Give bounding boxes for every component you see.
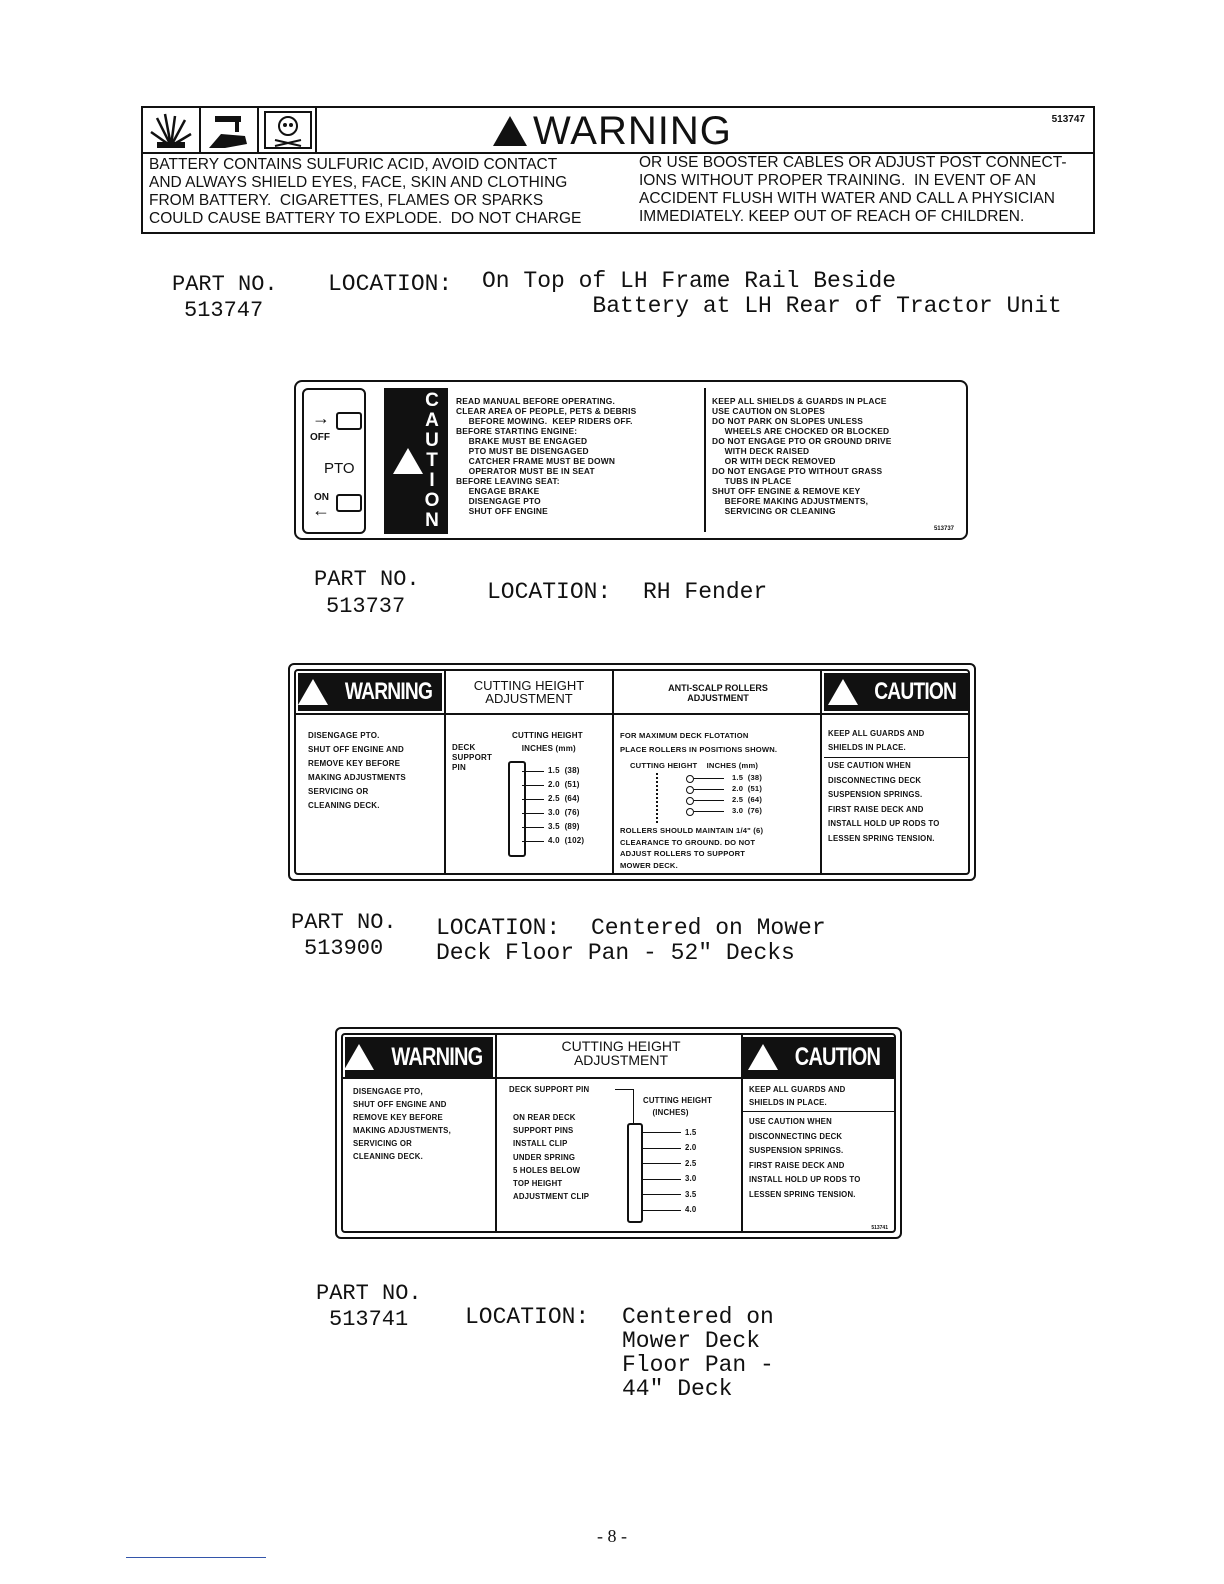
caution-text-springs: USE CAUTION WHEN DISCONNECTING DECK SUSPENSION SPRINGS. FIRST RAISE DECK AND INSTALL HOLD UP RODS TO LESSEN SPRING TENSION. (828, 761, 940, 843)
part-number: 513737 (326, 594, 406, 619)
decal-part-code: 513747 (1051, 114, 1085, 125)
hand-acid-icon (201, 108, 259, 152)
location-label: LOCATION: (436, 915, 561, 941)
warning-heading: WARNING (493, 110, 732, 152)
deck-support-pin-label: DECK SUPPORT PIN (452, 743, 493, 772)
decal-part-code: 513737 (933, 526, 954, 532)
part-number: 513741 (329, 1307, 409, 1332)
rollers-clearance-note: ROLLERS SHOULD MAINTAIN 1/4" (6) CLEARANCE TO GROUND. DO NOT ADJUST ROLLERS TO SUPPORT MOWER DECK. (620, 826, 764, 870)
location-text: On Top of LH Frame Rail Beside Battery at LH Rear of Tractor Unit (482, 268, 1062, 319)
pto-caution-decal (294, 380, 968, 540)
location-label: LOCATION: (465, 1304, 590, 1330)
caution-text-guards: KEEP ALL GUARDS AND SHIELDS IN PLACE. (828, 729, 925, 752)
cutting-height-title: CUTTING HEIGHT ADJUSTMENT (561, 1038, 681, 1068)
switch-icon (336, 494, 362, 512)
location-text: RH Fender (643, 579, 768, 605)
caution-black-panel (384, 388, 448, 534)
rollers-title: ANTI-SCALP ROLLERS ADJUSTMENT (668, 683, 768, 703)
battery-text-left: BATTERY CONTAINS SULFURIC ACID, AVOID CONTACT AND ALWAYS SHIELD EYES, FACE, SKIN AND CLOTHING FROM BATTERY. CIGARETTES, FLAMES OR SPARKS COULD CAUSE BATTERY TO EXPLODE. DO NOT CHARGE (149, 156, 582, 227)
part-number: 513900 (304, 936, 384, 961)
battery-warning-decal (141, 106, 1095, 234)
switch-icon (336, 412, 362, 430)
location-label: LOCATION: (328, 271, 453, 297)
page-number: - 8 - (597, 1526, 627, 1546)
cutting-height-header: CUTTING HEIGHT INCHES (mm) (512, 731, 583, 753)
warning-text: DISENGAGE PTO. SHUT OFF ENGINE AND REMOVE KEY BEFORE MAKING ADJUSTMENTS SERVICING OR CLEANING DECK. (308, 731, 406, 810)
part-no-label: PART NO. (314, 567, 420, 592)
cutting-height-rows: 1.5 2.0 2.5 3.0 3.5 4.0 (641, 1125, 696, 1218)
warning-triangle-icon (344, 1044, 374, 1070)
install-clip-instructions: ON REAR DECK SUPPORT PINS INSTALL CLIP UNDER SPRING 5 HOLES BELOW TOP HEIGHT ADJUSTMENT CLIP (513, 1113, 590, 1202)
rollers-rows: 1.5 (38) 2.0 (51) 2.5 (64) 3.0 (76) (686, 773, 762, 817)
warning-triangle-icon (828, 679, 858, 705)
hazard-icons (143, 108, 317, 154)
caution-banner: CAUTION (743, 1037, 896, 1077)
part-no-label: PART NO. (172, 272, 278, 297)
caution-text-right: KEEP ALL SHIELDS & GUARDS IN PLACE USE CAUTION ON SLOPES DO NOT PARK ON SLOPES UNLESS WHEELS ARE CHOCKED OR BLOCKED DO NOT ENGAGE PTO OR GROUND DRIVE WITH DECK RAISED OR WITH DECK REMOVED DO NOT ENGAGE PTO WITHOUT GRASS TUBS IN PLACE SHUT OFF ENGINE & REMOVE KEY BEFORE MAKING ADJUSTMENTS, SERVICING OR CLEANING (712, 396, 892, 516)
rollers-diagram (656, 773, 660, 823)
warning-triangle-icon (393, 448, 423, 474)
caution-text-guards: KEEP ALL GUARDS AND SHIELDS IN PLACE. (749, 1085, 846, 1107)
location-label: LOCATION: (487, 579, 612, 605)
warning-triangle-icon (298, 679, 328, 705)
warning-banner: WARNING (298, 673, 442, 711)
warning-triangle-icon (748, 1044, 778, 1070)
deck-support-pin-label: DECK SUPPORT PIN (509, 1085, 590, 1094)
on-arrow-icon: ← (312, 500, 330, 520)
off-arrow-icon: → (312, 408, 330, 428)
caution-text-springs: USE CAUTION WHEN DISCONNECTING DECK SUSPENSION SPRINGS. FIRST RAISE DECK AND INSTALL HOLD UP RODS TO LESSEN SPRING TENSION. (749, 1117, 861, 1199)
decal-part-code: 513741 (871, 1225, 888, 1231)
cutting-height-header: CUTTING HEIGHT (INCHES) (643, 1096, 713, 1117)
warning-text: DISENGAGE PTO, SHUT OFF ENGINE AND REMOVE KEY BEFORE MAKING ADJUSTMENTS, SERVICING OR CLEANING DECK. (353, 1087, 451, 1161)
warning-banner: WARNING (345, 1037, 493, 1077)
part-no-label: PART NO. (291, 910, 397, 935)
warning-triangle-icon (493, 116, 527, 146)
cutting-height-rows: 1.5 (38) 2.0 (51) 2.5 (64) 3.0 (76) 3.5 (89) 4.0 (102) (522, 764, 584, 848)
part-number: 513747 (184, 298, 264, 323)
deck-44-decal (335, 1027, 902, 1239)
explosion-icon (143, 108, 201, 152)
skull-poison-icon (259, 108, 317, 152)
location-text: Centered on Mower Deck Floor Pan - 44" Deck (622, 1304, 774, 1402)
caution-banner: CAUTION (824, 673, 970, 711)
footnote-rule (126, 1557, 266, 1558)
part-no-label: PART NO. (316, 1281, 422, 1306)
cutting-height-title: CUTTING HEIGHT ADJUSTMENT (473, 678, 585, 706)
pto-switch-panel: → OFF PTO ON ← (302, 388, 366, 534)
deck-52-decal (288, 663, 976, 881)
caution-text-left: READ MANUAL BEFORE OPERATING. CLEAR AREA OF PEOPLE, PETS & DEBRIS BEFORE MOWING. KEEP RIDERS OFF. BEFORE STARTING ENGINE: BRAKE MUST BE ENGAGED PTO MUST BE DISENGAGED CATCHER FRAME MUST BE DOWN OPERATOR MUST BE IN SEAT BEFORE LEAVING SEAT: ENGAGE BRAKE DISENGAGE PTO SHUT OFF ENGINE (456, 396, 637, 516)
battery-text-right: OR USE BOOSTER CABLES OR ADJUST POST CONNECT- IONS WITHOUT PROPER TRAINING. IN EVENT OF AN ACCIDENT FLUSH WITH WATER AND CALL A PHYSICIAN IMMEDIATELY. KEEP OUT OF REACH OF CHILDREN. (639, 154, 1067, 225)
rollers-instructions: FOR MAXIMUM DECK FLOTATION PLACE ROLLERS IN POSITIONS SHOWN. (620, 731, 778, 754)
location-text: Centered on Mower Deck Floor Pan - 52" Decks (436, 915, 826, 966)
rollers-header: CUTTING HEIGHT INCHES (mm) (630, 761, 759, 770)
caution-vertical-word: C A U T I O N (424, 390, 440, 531)
